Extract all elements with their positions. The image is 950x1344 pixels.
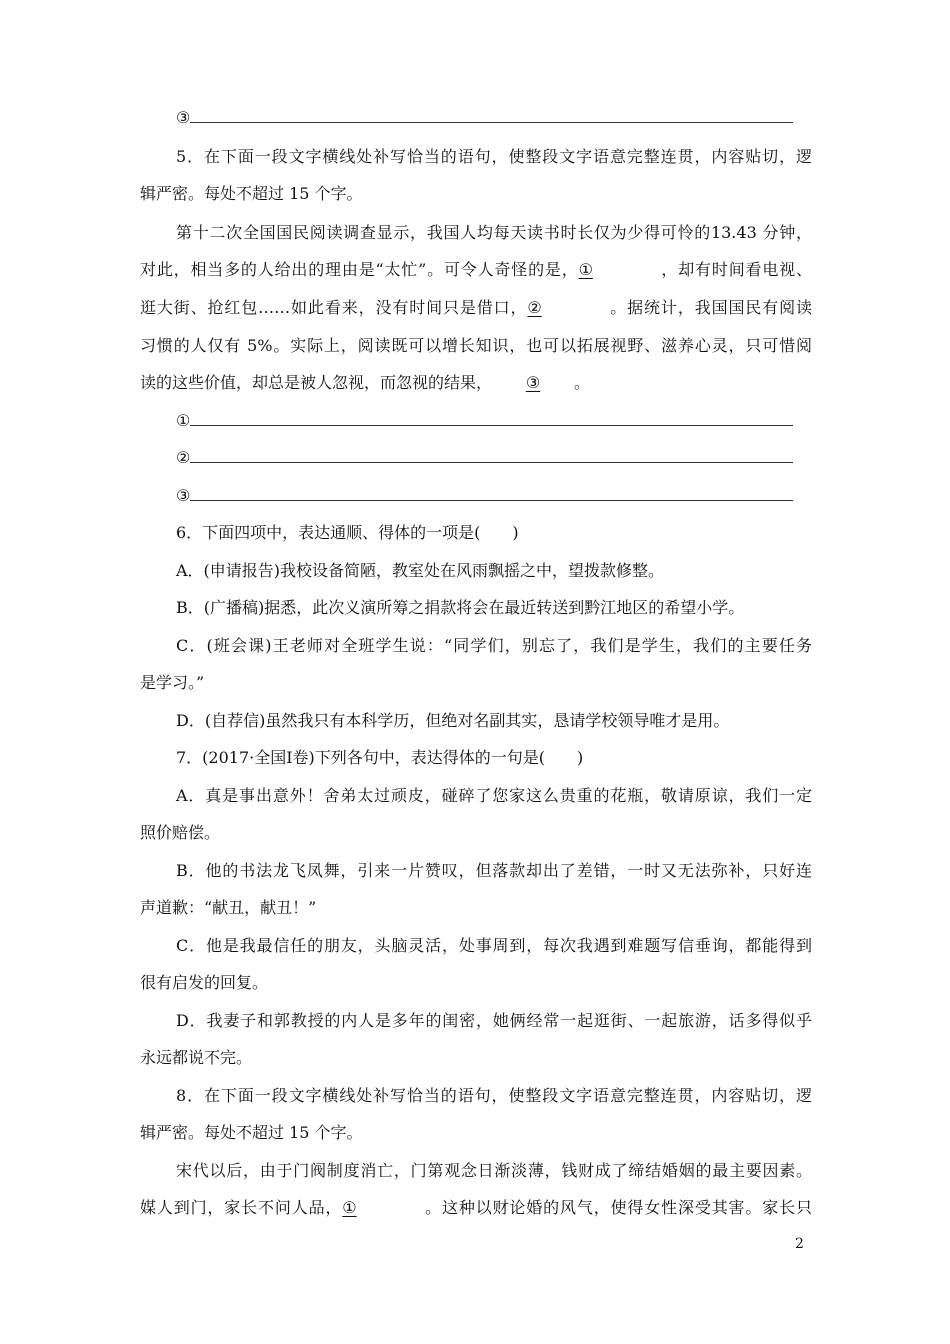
answer-marker: ②: [176, 448, 191, 467]
q5-passage-line-5: 读的这些价值，却总是被人忽视，而忽视的结果， ③ 。: [140, 371, 812, 395]
answer-line-3-top[interactable]: [176, 106, 812, 130]
q7-option-a-line-2[interactable]: 照价赔偿。: [140, 823, 221, 842]
answer-marker: ③: [176, 108, 191, 127]
page-number: 2: [795, 1236, 804, 1252]
q5-blank-1[interactable]: ①: [578, 260, 593, 279]
q8-passage-line-1: 宋代以后，由于门阀制度消亡，门第观念日渐淡薄，钱财成了缔结婚姻的最主要因素。: [176, 1161, 812, 1180]
q7-option-c-line-1[interactable]: C．他是我最信任的朋友，头脑灵活，处事周到，每次我遇到难题写信垂询，都能得到: [176, 936, 812, 955]
answer-rule[interactable]: [190, 448, 793, 463]
q7-option-b-line-1[interactable]: B．他的书法龙飞凤舞，引来一片赞叹，但落款却出了差错，一时又无法弥补，只好连: [176, 861, 812, 880]
q5-passage-line-4: 习惯的人仅有 5%。实际上，阅读既可以增长知识，也可以拓展视野、滋养心灵，只可惜阅: [140, 336, 812, 355]
q5-stem-line-1: 5．在下面一段文字横线处补写恰当的语句，使整段文字语意完整连贯，内容贴切，逻: [176, 147, 812, 166]
q7-stem: 7．(2017·全国Ⅰ卷)下列各句中，表达得体的一句是( ): [176, 748, 584, 767]
q7-option-d-line-2[interactable]: 永远都说不完。: [140, 1048, 253, 1067]
q7-option-a-line-1[interactable]: A．真是事出意外！舍弟太过顽皮，碰碎了您家这么贵重的花瓶，敬请原谅，我们一定: [176, 786, 812, 805]
q8-passage-line-2: 媒人到门，家长不问人品，① 。这种以财论婚的风气，使得女性深受其害。家长只: [140, 1196, 812, 1220]
q5-answer-line-1[interactable]: [176, 409, 812, 433]
q8-stem-line-2: 辑严密。每处不超过 15 个字。: [140, 1123, 363, 1142]
q6-option-c-line-1[interactable]: C．(班会课)王老师对全班学生说：“同学们，别忘了，我们是学生，我们的主要任务: [176, 636, 812, 655]
answer-rule[interactable]: [190, 486, 793, 501]
q7-option-b-line-2[interactable]: 声道歉：“献丑，献丑！”: [140, 898, 317, 917]
q6-option-b[interactable]: B．(广播稿)据悉，此次义演所筹之捐款将会在最近转送到黔江地区的希望小学。: [176, 598, 745, 617]
q5-answer-line-2[interactable]: [176, 446, 812, 470]
answer-rule[interactable]: [190, 108, 793, 123]
q6-option-a[interactable]: A．(申请报告)我校设备简陋，教室处在风雨飘摇之中，望拨款修整。: [176, 561, 665, 580]
q5-passage-line-1: 第十二次全国国民阅读调查显示，我国人均每天读书时长仅为少得可怜的13.43 分钟，: [176, 223, 812, 242]
q5-blank-3[interactable]: ③: [525, 373, 541, 392]
q6-option-c-line-2[interactable]: 是学习。”: [140, 673, 205, 692]
q8-blank-1[interactable]: ①: [342, 1198, 357, 1217]
answer-marker: ③: [176, 486, 191, 505]
q7-option-d-line-1[interactable]: D．我妻子和郭教授的内人是多年的闺密，她俩经常一起逛街、一起旅游，话多得似乎: [176, 1011, 812, 1030]
q6-stem: 6．下面四项中，表达通顺、得体的一项是( ): [176, 523, 519, 542]
q7-option-c-line-2[interactable]: 很有启发的回复。: [140, 973, 269, 992]
q5-passage-line-2: 对此，相当多的人给出的理由是“太忙”。可令人奇怪的是，① ，却有时间看电视、: [140, 258, 812, 282]
q8-stem-line-1: 8．在下面一段文字横线处补写恰当的语句，使整段文字语意完整连贯，内容贴切，逻: [176, 1086, 812, 1105]
q5-stem-line-2: 辑严密。每处不超过 15 个字。: [140, 184, 363, 203]
q5-answer-line-3[interactable]: [176, 484, 812, 508]
q6-option-d[interactable]: D．(自荐信)虽然我只有本科学历，但绝对名副其实，恳请学校领导唯才是用。: [176, 711, 730, 730]
answer-marker: ①: [176, 411, 191, 430]
answer-rule[interactable]: [190, 411, 793, 426]
q5-passage-line-3: 逛大街、抢红包……如此看来，没有时间只是借口，② 。据统计，我国国民有阅读: [140, 296, 812, 320]
q5-blank-2[interactable]: ②: [527, 298, 542, 317]
